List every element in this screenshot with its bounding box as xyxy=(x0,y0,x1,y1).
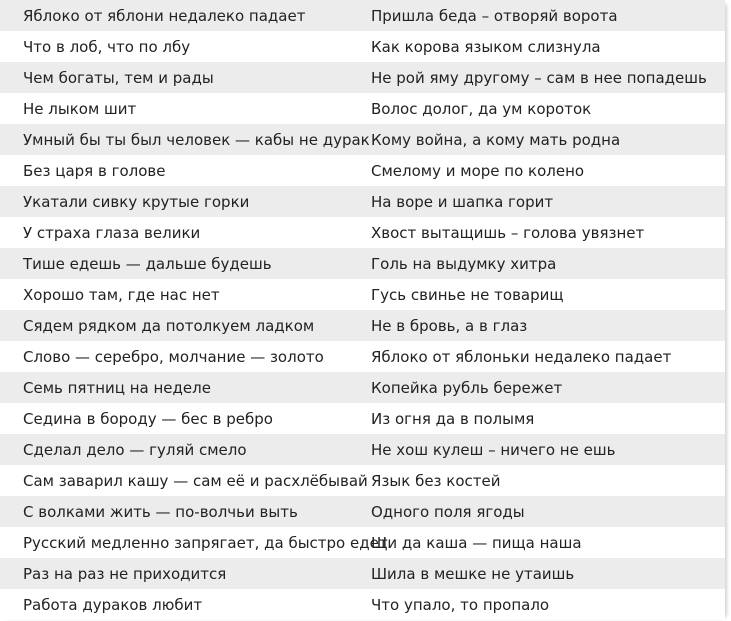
proverb-cell-right: Смелому и море по колено xyxy=(348,155,725,186)
proverb-cell-left: Сделал дело — гуляй смело xyxy=(0,434,348,465)
proverb-cell-left: У страха глаза велики xyxy=(0,217,348,248)
table-row xyxy=(0,62,725,93)
proverb-cell-right: Одного поля ягоды xyxy=(348,496,725,527)
table-row xyxy=(0,248,725,279)
proverb-cell-left: Сам заварил кашу — сам её и расхлёбывай xyxy=(0,465,348,496)
proverb-cell-right: Яблоко от яблоньки недалеко падает xyxy=(348,341,725,372)
table-row xyxy=(0,434,725,465)
proverb-cell-right: Хвост вытащишь – голова увязнет xyxy=(348,217,725,248)
proverb-cell-left: Что в лоб, что по лбу xyxy=(0,31,348,62)
proverb-cell-left: Седина в бороду — бес в ребро xyxy=(0,403,348,434)
proverb-cell-left: Не лыком шит xyxy=(0,93,348,124)
table-row xyxy=(0,31,725,62)
table-row xyxy=(0,558,725,589)
proverb-cell-left: Хорошо там, где нас нет xyxy=(0,279,348,310)
proverb-cell-right: Волос долог, да ум короток xyxy=(348,93,725,124)
proverb-cell-left: Тише едешь — дальше будешь xyxy=(0,248,348,279)
proverb-cell-right: Не рой яму другому – сам в нее попадешь xyxy=(348,62,725,93)
table-row xyxy=(0,217,725,248)
proverb-cell-right: Копейка рубль бережет xyxy=(348,372,725,403)
proverb-cell-right: Не хош кулеш – ничего не ешь xyxy=(348,434,725,465)
proverb-cell-left: Раз на раз не приходится xyxy=(0,558,348,589)
table-row xyxy=(0,527,725,558)
proverb-cell-left: Семь пятниц на неделе xyxy=(0,372,348,403)
proverb-cell-right: На воре и шапка горит xyxy=(348,186,725,217)
table-row xyxy=(0,310,725,341)
table-row xyxy=(0,403,725,434)
table-row xyxy=(0,186,725,217)
proverb-cell-left: Яблоко от яблони недалеко падает xyxy=(0,0,348,31)
table-row xyxy=(0,341,725,372)
proverb-cell-right: Голь на выдумку хитра xyxy=(348,248,725,279)
proverb-cell-right: Гусь свинье не товарищ xyxy=(348,279,725,310)
proverb-cell-right: Язык без костей xyxy=(348,465,725,496)
proverb-cell-right: Как корова языком слизнула xyxy=(348,31,725,62)
proverb-cell-left: С волками жить — по-волчьи выть xyxy=(0,496,348,527)
table-row xyxy=(0,124,725,155)
table-row xyxy=(0,372,725,403)
proverb-cell-left: Укатали сивку крутые горки xyxy=(0,186,348,217)
table-row xyxy=(0,155,725,186)
table-row xyxy=(0,279,725,310)
table-row xyxy=(0,93,725,124)
proverb-cell-right: Из огня да в полымя xyxy=(348,403,725,434)
proverb-cell-left: Сядем рядком да потолкуем ладком xyxy=(0,310,348,341)
proverb-cell-right: Кому война, а кому мать родна xyxy=(348,124,725,155)
proverb-cell-right: Щи да каша — пища наша xyxy=(348,527,725,558)
table-row xyxy=(0,496,725,527)
proverb-cell-left: Русский медленно запрягает, да быстро едет xyxy=(0,527,348,558)
table-row xyxy=(0,0,725,31)
proverb-cell-left: Без царя в голове xyxy=(0,155,348,186)
table-row xyxy=(0,589,725,620)
proverb-cell-left: Умный бы ты был человек — кабы не дурак xyxy=(0,124,348,155)
proverb-cell-right: Не в бровь, а в глаз xyxy=(348,310,725,341)
proverb-cell-right: Шила в мешке не утаишь xyxy=(348,558,725,589)
proverb-cell-left: Работа дураков любит xyxy=(0,589,348,620)
proverb-cell-right: Что упало, то пропало xyxy=(348,589,725,620)
table-row xyxy=(0,465,725,496)
proverb-cell-left: Слово — серебро, молчание — золото xyxy=(0,341,348,372)
proverb-cell-left: Чем богаты, тем и рады xyxy=(0,62,348,93)
proverb-cell-right: Пришла беда – отворяй ворота xyxy=(348,0,725,31)
